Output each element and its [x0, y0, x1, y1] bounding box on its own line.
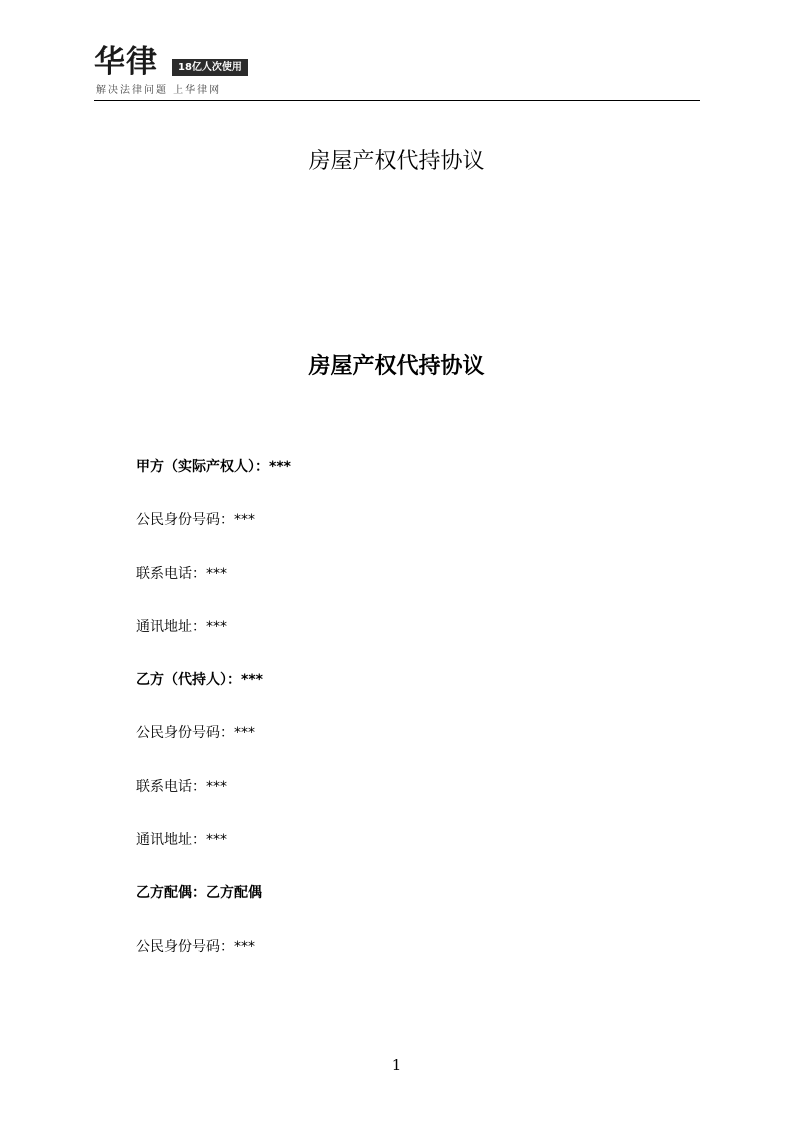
page-number: 1 [391, 1056, 402, 1074]
logo-badge: 18亿人次使用 [172, 59, 248, 76]
party-a-address: 通讯地址：*** [136, 619, 227, 635]
document-header [94, 44, 700, 102]
party-b-heading: 乙方（代持人）：*** [136, 672, 263, 688]
party-b-id-number: 公民身份号码：*** [136, 725, 255, 741]
cover-title: 房屋产权代持协议 [308, 149, 485, 174]
party-a-id-number: 公民身份号码：*** [136, 512, 255, 528]
party-b-phone: 联系电话：*** [136, 779, 227, 795]
header-divider [94, 100, 700, 101]
party-a-heading: 甲方（实际产权人）：*** [136, 459, 291, 475]
party-b-address: 通讯地址：*** [136, 832, 227, 848]
party-b-spouse-id-number: 公民身份号码：*** [136, 939, 255, 955]
document-title: 房屋产权代持协议 [308, 354, 485, 379]
party-a-phone: 联系电话：*** [136, 566, 227, 582]
party-b-spouse-heading: 乙方配偶：乙方配偶 [136, 885, 262, 901]
logo-slogan: 解决法律问题 上华律网 [96, 85, 222, 96]
logo: 华律 [94, 44, 158, 80]
